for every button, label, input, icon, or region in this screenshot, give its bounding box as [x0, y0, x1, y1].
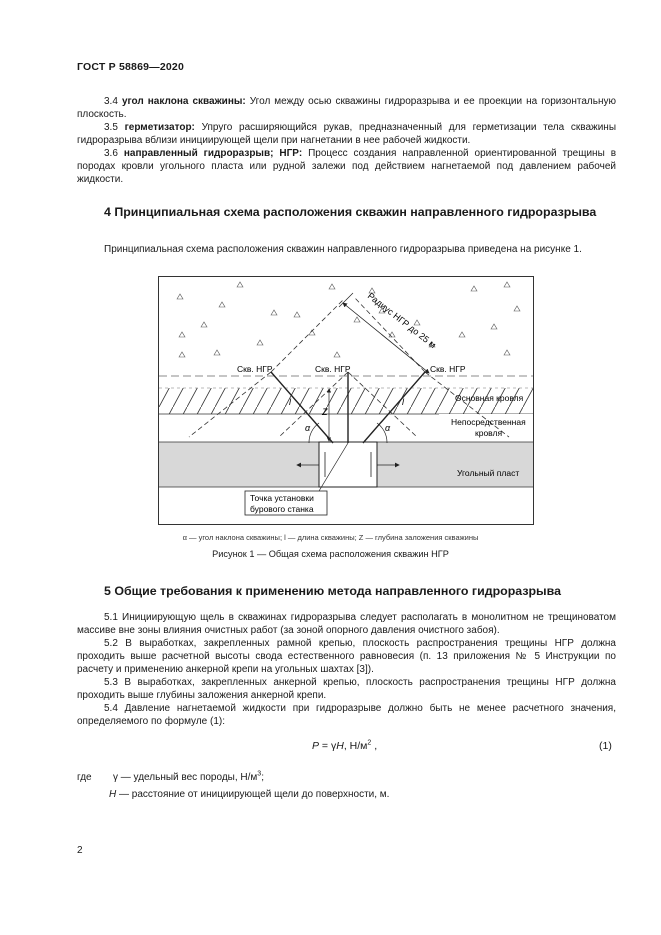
formula-p: P: [312, 740, 320, 752]
term-3-5: [77, 121, 616, 147]
term-definition: Процесс создания направленной ориентированной трещины в породах кровли угольного пласта или рудной залежи под действием нагнетаемой под давлением рабочей жидкости.: [77, 148, 617, 186]
paragraph-5-3: 5.3 В выработках, закрепленных анкерной крепью, плоскость распространения трещины НГР должна проходить выше глубины заложения анкерной крепи.: [77, 677, 616, 702]
term-number: 3.4: [104, 96, 118, 107]
well-center-label: Скв. НГР: [315, 364, 351, 374]
where-h-text: — расстояние от инициирующей щели до поверхности, м.: [116, 789, 390, 800]
section-4-heading: 4 Принципиальная схема расположения скважин направленного гидроразрыва: [104, 205, 597, 219]
figure-1: [158, 276, 534, 525]
document-header: ГОСТ Р 58869—2020: [77, 61, 185, 73]
alpha-right-label: α: [385, 423, 391, 433]
formula-tail: ,: [371, 740, 378, 752]
where-gamma-text: γ — удельный вес породы, Н/м: [113, 772, 258, 783]
where-h: [109, 789, 389, 800]
formula-number: (1): [599, 740, 612, 752]
where-word: где: [77, 772, 92, 783]
well-right-label: Скв. НГР: [430, 364, 466, 374]
term-3-6: [77, 147, 616, 187]
page-number: 2: [77, 845, 83, 856]
l-right-label: l: [402, 397, 404, 407]
immediate-roof-label-2: кровля: [475, 428, 503, 438]
alpha-left-label: α: [305, 423, 311, 433]
term-definition: Угол между осью скважины гидроразрыва и ее проекции на горизонтальную плоскость.: [77, 96, 616, 121]
formula-unit-sup: 2: [367, 739, 372, 747]
immediate-roof-label: Непосредственная: [451, 417, 526, 427]
paragraph-5-4: 5.4 Давление нагнетаемой жидкости при гидроразрыве должно быть не менее расчетного значения, определяемого по формуле (1):: [77, 703, 616, 728]
formula-h: H: [336, 740, 344, 752]
term-name: угол наклона скважины:: [121, 96, 246, 107]
well-left-label: Скв. НГР: [237, 364, 273, 374]
radius-dimension: [339, 291, 438, 373]
l-left-label: l: [289, 397, 291, 407]
well-layout-diagram: [159, 277, 533, 524]
term-definition: Упруго расширяющийся рукав, предназначенный для герметизации тела скважины гидроразрыва вблизи инициирующей щели при нагнетании в нее рабочей жидкости.: [77, 122, 617, 147]
radius-label: Радиус НГР до 25 м: [365, 290, 438, 351]
term-name: герметизатор:: [124, 122, 195, 133]
term-number: 3.5: [104, 122, 118, 133]
formula-body: [312, 740, 377, 752]
where-gamma-tail: ;: [261, 772, 264, 783]
figure-legend: α — угол наклона скважины; l — длина скважины; Z — глубина заложения скважины: [182, 533, 479, 542]
where-h-symbol: H: [109, 789, 117, 800]
where-gamma: [113, 772, 264, 783]
formula-gamma: γ: [330, 740, 337, 752]
section-4-text: Принципиальная схема расположения скважин направленного гидроразрыва приведена на рисунке 1.: [104, 244, 582, 255]
term-3-4: [77, 95, 616, 121]
rock-symbols: [177, 282, 520, 357]
paragraph-5-2: 5.2 В выработках, закрепленных рамной крепью, плоскость распространения трещины НГР должна проходить выше расчетной высоты свода естественного равновесия (п. 13 приложения № 5 Инструкции по расчету и применению анкерной крепи на угольных шахтах [3]).: [77, 638, 616, 676]
where-gamma-sup: 3: [257, 770, 262, 778]
drill-point-label-1: Точка установки: [250, 493, 314, 503]
drill-point-label-2: бурового станка: [250, 504, 314, 514]
formula-eq: =: [319, 740, 331, 752]
formula-unit: , Н/м: [343, 740, 368, 752]
mine-working: [319, 442, 377, 487]
figure-caption: Рисунок 1 — Общая схема расположения скважин НГР: [212, 549, 449, 559]
term-name: направленный гидроразрыв; НГР:: [123, 148, 303, 159]
section-5-heading: 5 Общие требования к применению метода направленного гидроразрыва: [104, 584, 561, 598]
term-number: 3.6: [104, 148, 118, 159]
coal-seam-label: Угольный пласт: [457, 468, 520, 478]
z-label: Z: [322, 407, 328, 417]
paragraph-5-1: 5.1 Инициирующую щель в скважинах гидроразрыва следует располагать в монолитном не трещиноватом массиве вне зоны влияния очистных работ (за зоной опорного давления очистного забоя).: [77, 612, 616, 637]
main-roof-label: Основная кровля: [455, 393, 524, 403]
